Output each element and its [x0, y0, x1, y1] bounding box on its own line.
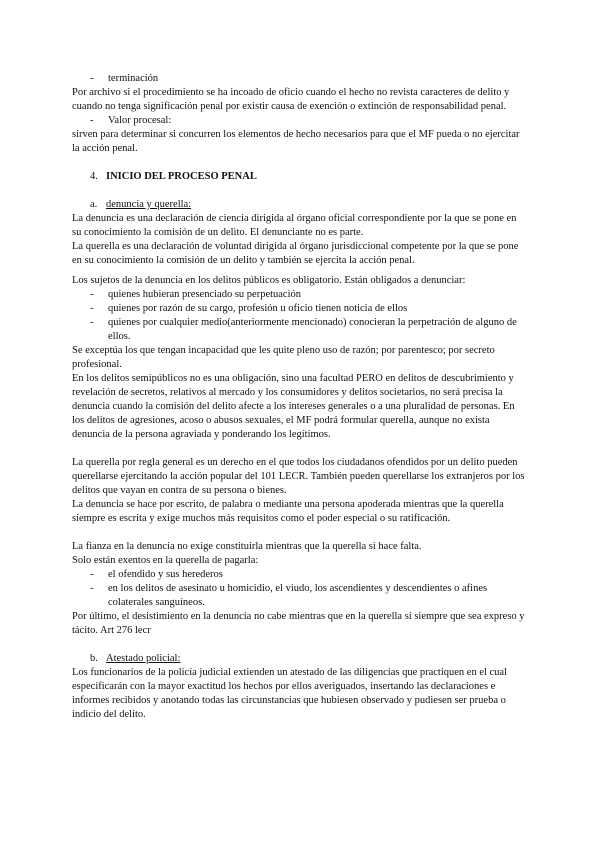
paragraph-exentos: Solo están exentos en la querella de pagarla:: [72, 555, 259, 566]
list-item: - en los delitos de asesinato u homicidio, el viudo, los ascendientes y descendientes o afines colaterales sanguíneos.: [72, 582, 527, 610]
list-obligados: [72, 288, 527, 344]
paragraph-fianza: La fianza en la denuncia no exige constituirla mientras que la querella si hace falta.: [72, 541, 422, 552]
paragraph-sujetos: Los sujetos de la denuncia en los delitos públicos es obligatorio. Están obligados a denunciar:: [72, 275, 466, 286]
subheading-b: [72, 652, 527, 666]
paragraph-archivo: Por archivo si el procedimiento se ha incoado de oficio cuando el hecho no revista caracteres de delito y cuando no tenga significación penal por existir causa de exención o extinción de responsabilidad penal.: [72, 87, 510, 112]
paragraph-escrito: La denuncia se hace por escrito, de palabra o mediante una persona apoderada mientras que la querella siempre es escrita y exige muchos más requisitos como el poder especial o su ratificación.: [72, 499, 504, 524]
list-valor-procesal: [72, 114, 527, 128]
paragraph-atestado: Los funcionarios de la policía judicial extienden un atestado de las diligencias que practiquen en el cual especificarán con la mayor exactitud los hechos por ellos averiguados, insertando las declaraciones e informes recibidos y anotando todas las circunstancias que hubiesen observado y pudiesen ser prueba o indicio del delito.: [72, 667, 508, 720]
paragraph-querella: La querella es una declaración de voluntad dirigida al órgano jurisdiccional competente por la que se pone en su conocimiento la comisión de un delito y también se ejercita la acción penal.: [72, 241, 519, 266]
list-item: - quienes por cualquier medio(anteriormente mencionado) conocieran la perpetración de alguno de ellos.: [72, 316, 527, 344]
section-heading: [72, 170, 527, 184]
paragraph-desistimiento: Por último, el desistimiento en la denuncia no cabe mientras que en la querella si siempre que sea expreso y tácito. Art 276 lecr: [72, 611, 525, 636]
subheading-number: b.: [90, 653, 98, 664]
subheading-title: denuncia y querella:: [106, 199, 192, 210]
list-item: - quienes hubieran presenciado su perpetuación: [72, 288, 527, 302]
list-exentos: [72, 568, 527, 610]
list-item: - Valor procesal:: [72, 114, 527, 128]
paragraph-valor: sirven para determinar si concurren los elementos de hecho necesarios para que el MF pueda o no ejercitar la acción penal.: [72, 129, 520, 154]
paragraph-denuncia: La denuncia es una declaración de ciencia dirigida al órgano oficial correspondiente por la que se pone en su conocimiento la comisión de un delito. El denunciante no es parte.: [72, 213, 517, 238]
paragraph-regla: La querella por regla general es un derecho en el que todos los ciudadanos ofendidos por un delito pueden querellarse ejercitando la acción popular del 101 LECR. También pueden querellarse los extranjeros por los delitos que vayan en contra de su persona o bienes.: [72, 457, 525, 496]
section-number: 4.: [90, 171, 98, 182]
subheading-a: [72, 198, 527, 212]
subheading-title: Atestado policial:: [106, 653, 181, 664]
list-item: - terminación: [72, 72, 527, 86]
paragraph-exceptua: Se exceptúa los que tengan incapacidad que les quite pleno uso de razón; por parentesco; por secreto profesional.: [72, 345, 495, 370]
list-item: - el ofendido y sus herederos: [72, 568, 527, 582]
list-item: - quienes por razón de su cargo, profesión u oficio tienen noticia de ellos: [72, 302, 527, 316]
section-title: INICIO DEL PROCESO PENAL: [106, 171, 257, 182]
document-body: [72, 72, 527, 722]
list-terminacion: [72, 72, 527, 86]
paragraph-semipublicos: En los delitos semipúblicos no es una obligación, sino una facultad PERO en delitos de descubrimiento y revelación de secretos, relativos al mercado y los consumidores y delitos societarios, no será precisa la denuncia cuando la comisión del delito afecte a los intereses generales o a una pluralidad de personas. En los delitos de agresiones, acoso o abusos sexuales, el MF podrá formular querella, aunque no exista denuncia de la persona agraviada y ponderando los legítimos.: [72, 373, 515, 440]
subheading-number: a.: [90, 199, 98, 210]
